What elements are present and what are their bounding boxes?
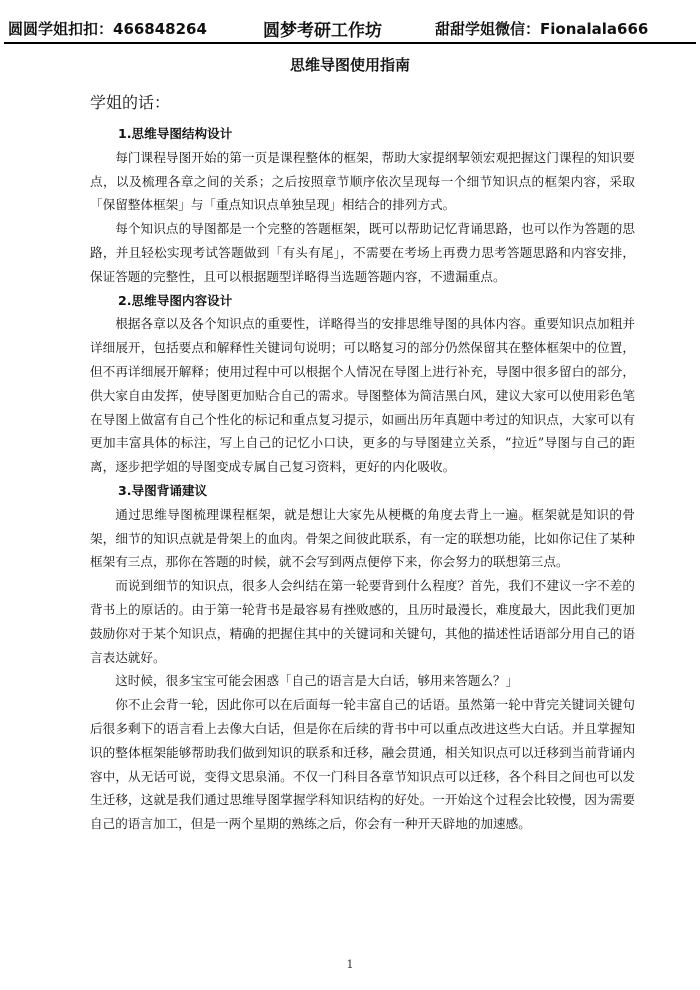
paragraph: 根据各章以及各个知识点的重要性，详略得当的安排思维导图的具体内容。重要知识点加粗并详细展开，包括要点和解释性关键词句说明；可以略复习的部分仍然保留其在整体框架中的位置，但不再详细展开解释；使用过程中可以根据个人情况在导图上进行补充，导图中很多留白的部分，供大家自由发挥，使导图更加贴合自己的需求。导图整体为简洁黑白风，建议大家可以使用彩色笔在导图上做富有自己个性化的标记和重点复习提示，如画出历年真题中考过的知识点，大家可以有更加丰富具体的标注，写上自己的记忆小口诀，更多的与导图建立关系，“拉近”导图与自己的距离，逐步把学姐的导图变成专属自己复习资料，更好的内化吸收。 [90, 316, 635, 475]
section-heading: 1.思维导图结构设计 [118, 126, 233, 141]
lead-heading: 学姐的话： [90, 93, 171, 112]
header-qq-contact: 圆圆学姐扣扣：466848264 [8, 20, 207, 38]
paragraph: 你不止会背一轮，因此你可以在后面每一轮丰富自己的话语。虽然第一轮中背完关键词关键句后很多剩下的语言看上去像大白话，但是你在后续的背书中可以重点改进这些大白话。并且掌握知识的整体框架能够帮助我们做到知识的联系和迁移，融会贯通，相关知识点可以迁移到当前背诵内容中，从无话可说，变得文思泉涌。不仅一门科目各章节知识点可以迁移，各个科目之间也可以发生迁移，这就是我们通过思维导图掌握学科知识结构的好处。一开始这个过程会比较慢，因为需要自己的语言加工，但是一两个星期的熟练之后，你会有一种开天辟地的加速感。 [90, 697, 635, 832]
section-heading: 2.思维导图内容设计 [118, 292, 233, 308]
paragraph: 每个知识点的导图都是一个完整的答题框架，既可以帮助记忆背诵思路，也可以作为答题的思路，并且轻松实现考试答题做到「有头有尾」，不需要在考场上再费力思考答题思路和内容安排，保证答题的完整性，且可以根据题型详略得当选题答题内容，不遗漏重点。 [90, 221, 635, 284]
document-title: 思维导图使用指南 [289, 56, 410, 74]
paragraph: 这时候，很多宝宝可能会困惑「自己的语言是大白话，够用来答题么？」 [115, 673, 519, 689]
section-heading: 3.导图背诵建议 [118, 482, 208, 498]
header-divider [4, 42, 696, 44]
paragraph: 每门课程导图开始的第一页是课程整体的框架，帮助大家提纲挈领宏观把握这门课程的知识要点，以及梳理各章之间的关系；之后按照章节顺序依次呈现每一个细节知识点的框架内容，采取「保留整体框架」与「重点知识点单独呈现」相结合的排列方式。 [90, 149, 635, 213]
header-studio-name: 圆梦考研工作坊 [263, 21, 382, 41]
page-number: 1 [346, 958, 354, 971]
document-body [90, 122, 635, 836]
paragraph: 而说到细节的知识点，很多人会纠结在第一轮要背到什么程度？首先，我们不建议一字不差的背书上的原话的。由于第一轮背书是最容易有挫败感的，且历时最漫长，难度最大，因此我们更加鼓励你对于某个知识点，精确的把握住其中的关键词和关键句，其他的描述性话语部分用自己的语言表达就好。 [90, 578, 635, 665]
paragraph: 通过思维导图梳理课程框架，就是想让大家先从梗概的角度去背上一遍。框架就是知识的骨架，细节的知识点就是骨架上的血肉。骨架之间彼此联系，有一定的联想功能，比如你记住了某种框架有三点，那你在答题的时候，就不会写到两点便停下来，你会努力的联想第三点。 [90, 506, 635, 570]
header-wechat-contact: 甜甜学姐微信：Fionalala666 [435, 20, 649, 38]
